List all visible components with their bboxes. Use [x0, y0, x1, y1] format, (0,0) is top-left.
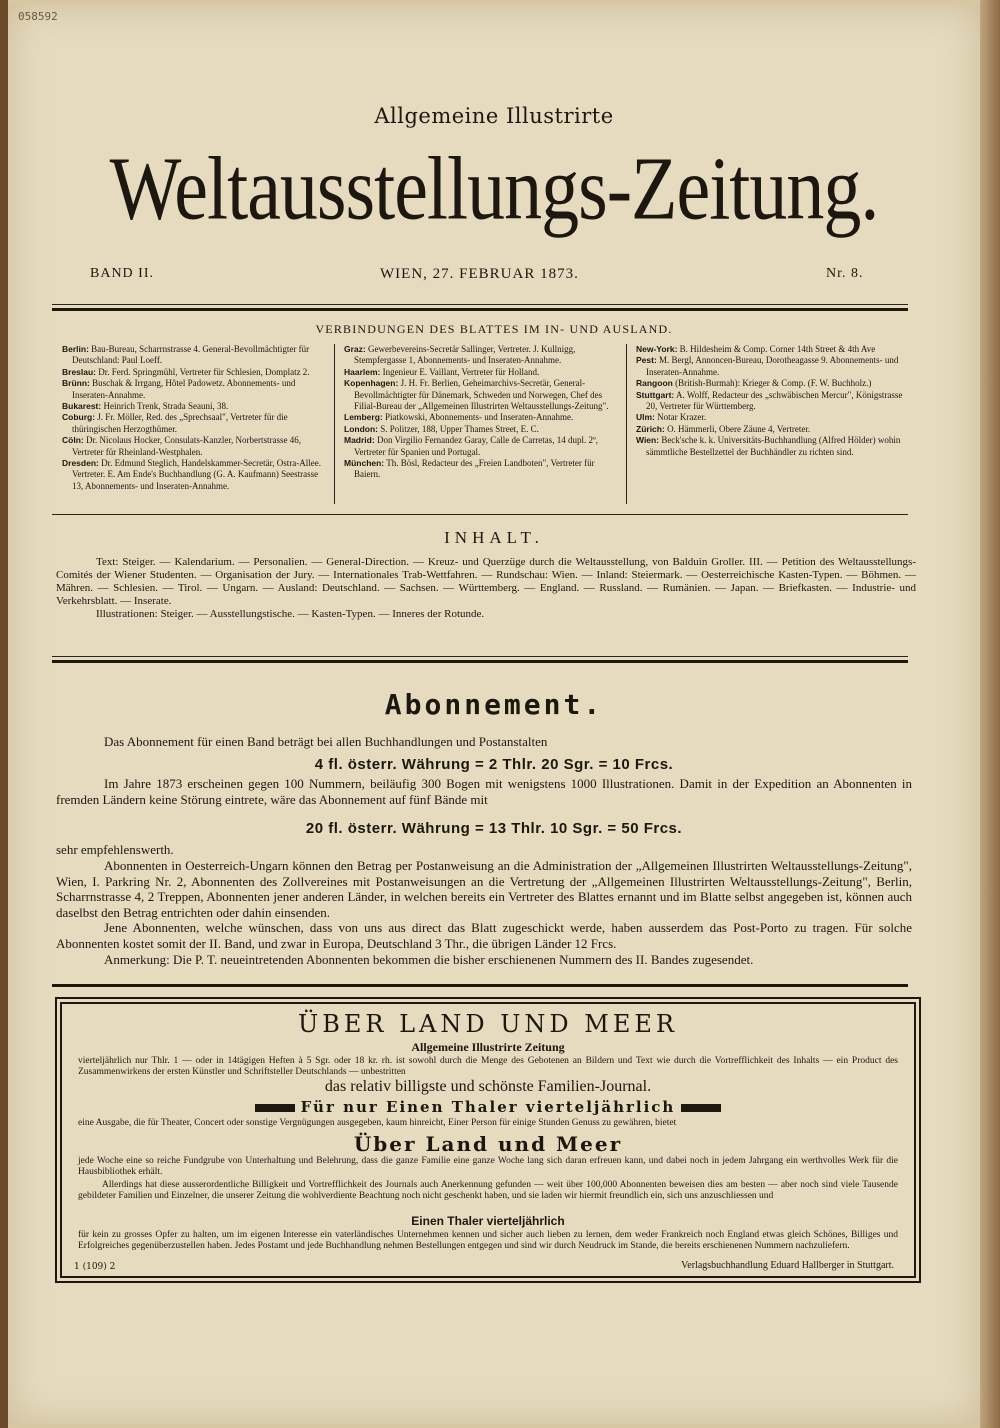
list-item: Bukarest: Heinrich Trenk, Strada Seauni, 38.: [62, 401, 229, 412]
list-item: Cöln: Dr. Nicolaus Hocker, Consulats-Kanzler, Norbertstrasse 46, Vertreter für Rheinland-Westphalen.: [62, 435, 301, 457]
section-rule: [52, 514, 908, 515]
agents-column-2: [344, 344, 620, 481]
list-item: Wien: Beck'sche k. k. Universitäts-Buchhandlung (Alfred Hölder) wohin sämmtliche Bestellzettel der Buchhändler zu richten sind.: [636, 435, 901, 457]
inhalt-illustrations: Illustrationen: Steiger. — Ausstellungstische. — Kasten-Typen. — Inneres der Rotunde.: [96, 608, 485, 620]
list-item: Dresden: Dr. Edmund Steglich, Handelskammer-Secretär, Ostra-Allee. Vertreter. E. Am Ende's Buchhandlung (G. A. Kaufmann) Seestrasse 13, Abonnements- und Inseraten-Annahme.: [62, 458, 321, 491]
ad-subtitle: Allgemeine Illustrirte Zeitung: [411, 1040, 565, 1054]
inhalt-block: [56, 556, 916, 621]
list-item: London: S. Politzer, 188, Upper Thames Street, E. C.: [344, 423, 539, 434]
abonnement-p3: sehr empfehlenswerth.: [56, 842, 174, 857]
list-item: Breslau: Dr. Ferd. Springmühl, Vertreter für Schlesien, Domplatz 2.: [62, 366, 310, 377]
abonnement-note: Anmerkung: Die P. T. neueintretenden Abonnenten bekommen die bisher erschienenen Nummern des II. Bandes zugesendet.: [104, 952, 754, 967]
ad-text-5: für kein zu grosses Opfer zu halten, um im eigenen Interesse ein vaterländisches Unternehmen kennen und sicher auch lieben zu lernen, dem weder Frankreich noch England etwas gleich Schönes, Billiges und Erfolgreiches gegenüberzustellen haben. Jedes Postamt und jede Buchhandlung nehmen Bestellungen entgegen und sind wir durch Neudruck im Stande, die bereits erschienenen Nummern nachzuliefern.: [78, 1230, 898, 1251]
column-divider: [626, 344, 627, 504]
list-item: Berlin: Bau-Bureau, Scharrnstrasse 4. General-Bevollmächtigter für Deutschland: Paul Loeff.: [62, 344, 310, 366]
verbindungen-heading: VERBINDUNGEN DES BLATTES IM IN- UND AUSLAND.: [315, 322, 673, 336]
list-item: München: Th. Bösl, Redacteur des „Freien Landboten", Vertreter für Baiern.: [344, 458, 595, 480]
list-item: Haarlem: Ingenieur E. Vaillant, Vertreter für Holland.: [344, 366, 540, 377]
list-item: Brünn: Buschak & Irrgang, Hôtel Padowetz. Abonnements- und Inseraten-Annahme.: [62, 378, 296, 400]
inhalt-text: Text: Steiger. — Kalendarium. — Personalien. — General-Direction. — Kreuz- und Querzüge durch die Weltausstellung, von Balduin Groller. III. — Petition des Weltausstellungs-Comités der Wiener Studenten. — Organisation der Jury. — Internationales Trab-Wettfahren. — Rundschau: Wien. — Inland: Steiermark. — Oesterreichische Kasten-Typen. — Böhmen. — Mähren. — Schlesien. — Tirol. — Ungarn. — Ausland: Deutschland. — Sachsen. — Württemberg. — England. — Russland. — Rumänien. — Japan. — Briefkasten. — Industrie- und Verkehrsblatt. — Inserate.: [56, 556, 916, 607]
masthead-title: Weltausstellungs-Zeitung.: [109, 139, 879, 239]
list-item: Pest: M. Bergl, Annoncen-Bureau, Dorotheagasse 9. Abonnements- und Inseraten-Annahme.: [636, 355, 899, 377]
ad-code: 1 (109) 2: [74, 1262, 116, 1272]
archive-stamp: 058592: [18, 10, 58, 23]
ad-text-1: vierteljährlich nur Thlr. 1 — oder in 14tägigen Heften à 5 Sgr. oder 18 kr. rh. ist sowohl durch die Menge des Gebotenen an Bildern und Text wie durch die Vortrefflichkeit des Inhalts — ein Product des Zusammenwirkens der ersten Künstler und Schriftsteller Deutschlands — unbestritten: [78, 1056, 898, 1077]
header-rule-1: [52, 304, 908, 305]
advertisement-box: [60, 1002, 916, 1278]
book-spine: [0, 0, 8, 1428]
list-item: Madrid: Don Virgilio Fernandez Garay, Calle de Carretas, 14 dupl. 2º, Vertreter für Spanien und Portugal.: [344, 435, 598, 457]
abonnement-p5: Jene Abonnenten, welche wünschen, dass von uns aus direct das Blatt zugeschickt werde, haben ausserdem das Post-Porto zu tragen. Für solche Abonnenten kostet somit der II. Band, und zwar in Europa, Deutschland 3 Thr., die übrigen Länder 12 Frcs.: [56, 920, 912, 951]
agents-column-1: [62, 344, 328, 492]
list-item: Zürich: O. Hämmerli, Obere Zäune 4, Vertreter.: [636, 423, 811, 434]
ad-top-rule: [52, 984, 908, 987]
pretitle: Allgemeine Illustrirte: [374, 104, 614, 128]
abonnement-p1: Das Abonnement für einen Band beträgt bei allen Buchhandlungen und Postanstalten: [104, 734, 548, 749]
band-label: BAND II.: [90, 266, 154, 281]
ad-publisher: Verlagsbuchhandlung Eduard Hallberger in Stuttgart.: [681, 1260, 894, 1271]
date-line: WIEN, 27. FEBRUAR 1873.: [380, 266, 579, 282]
ad-offer-text: Für nur Einen Thaler vierteljährlich: [300, 1098, 676, 1116]
section-rule: [52, 656, 908, 657]
ad-title-2: Über Land und Meer: [353, 1132, 623, 1156]
ad-text-3: jede Woche eine so reiche Fundgrube von Unterhaltung und Belehrung, dass die ganze Familie eine ganze Woche lang sich daran erfreuen kann, und dabei noch in jedem Jahrgang ein werthvolles Werk für die Hausbibliothek erhält.: [78, 1156, 898, 1177]
ad-text-4: Allerdings hat diese ausserordentliche Billigkeit und Vortrefflichkeit des Journals auch Anerkennung gefunden — weit über 100,000 Abonnenten beweisen dies am besten — aber noch sind viele Tausende gebildeter Familien und Einzelner, die unserer Zeitung die wohlverdiente Beachtung noch nicht geschenkt haben, und sie laden wir hiermit freundlich ein, sich uns anzuschliessen und: [78, 1180, 898, 1201]
column-divider: [334, 344, 335, 504]
ad-title: ÜBER LAND UND MEER: [297, 1010, 678, 1038]
newspaper-page: [8, 4, 980, 1424]
price-line-2: 20 fl. österr. Währung = 13 Thlr. 10 Sgr. = 50 Frcs.: [305, 820, 683, 837]
ornament-bar: [681, 1104, 721, 1112]
list-item: Ulm: Notar Krazer.: [636, 412, 707, 423]
list-item: New-York: B. Hildesheim & Comp. Corner 14th Street & 4th Ave: [636, 344, 876, 354]
list-item: Rangoon (British-Burmah): Krieger & Comp. (F. W. Buchholz.): [636, 378, 872, 389]
ad-text-2: eine Ausgabe, die für Theater, Concert oder sonstige Vergnügungen ausgegeben, kaum hinreicht, Einer Person für einige Stunden Genuss zu gewähren, bietet: [78, 1118, 677, 1128]
ad-offer: [62, 1098, 914, 1116]
abonnement-p2: Im Jahre 1873 erscheinen gegen 100 Nummern, beiläufig 300 Bogen mit wenigstens 1000 Illustrationen. Damit in der Expedition an Abonnenten in fremden Ländern keine Störung eintrete, wäre das Abonnement auf fünf Bände mit: [56, 776, 912, 807]
header-rule-2: [52, 308, 908, 311]
ornament-bar: [255, 1104, 295, 1112]
issue-number: Nr. 8.: [826, 266, 864, 281]
list-item: Kopenhagen: J. H. Fr. Berlien, Geheimarchivs-Secretär, General-Bevollmächtigter für Dänemark, Schweden und Norwegen, Chef des Filial-Bureau der „Allgemeinen Illustrirten Weltausstellungs-Zeitung".: [344, 378, 609, 412]
price-line-1: 4 fl. österr. Währung = 2 Thlr. 20 Sgr. = 10 Frcs.: [314, 756, 674, 773]
list-item: Coburg: J. Fr. Möller, Red. des „Sprechsaal", Vertreter für die thüringischen Herzogthümer.: [62, 412, 288, 434]
list-item: Stuttgart: A. Wolff, Redacteur des „schwäbischen Mercur", Königstrasse 20, Vertreter für Württemberg.: [636, 389, 903, 412]
ad-headline: das relativ billigste und schönste Familien-Journal.: [324, 1078, 652, 1095]
agents-column-3: [636, 344, 908, 458]
ad-offer-2: Einen Thaler vierteljährlich: [411, 1214, 565, 1228]
list-item: Lemberg: Piatkowski, Abonnements- und Inseraten-Annahme.: [344, 412, 574, 423]
list-item: Graz: Gewerbevereins-Secretär Sallinger, Vertreter. J. Kullnigg, Stempfergasse 1, Abonnements- und Inseraten-Annahme.: [344, 344, 576, 366]
abonnement-p4: Abonnenten in Oesterreich-Ungarn können den Betrag per Postanweisung an die Administration der „Allgemeinen Illustrirten Weltausstellungs-Zeitung", Wien, I. Parkring Nr. 2, Abonnenten des Zollvereines mit Postanweisungen an die Vertretung der „Allgemeinen Illustrirten Weltausstellungs-Zeitung", Berlin, Scharrnstrasse 4, 2 Treppen, Abonnenten jener anderen Länder, in welchen bereits ein Vertreter des Blattes ernannt und im Blatte selbst angegeben ist, können auch daselbst den Betrag entrichten oder dahin einsenden.: [56, 858, 912, 920]
inhalt-title: INHALT.: [444, 528, 544, 547]
abonnement-title: Abonnement.: [384, 688, 604, 721]
page-edge: [980, 0, 1000, 1428]
section-rule-thick: [52, 660, 908, 663]
